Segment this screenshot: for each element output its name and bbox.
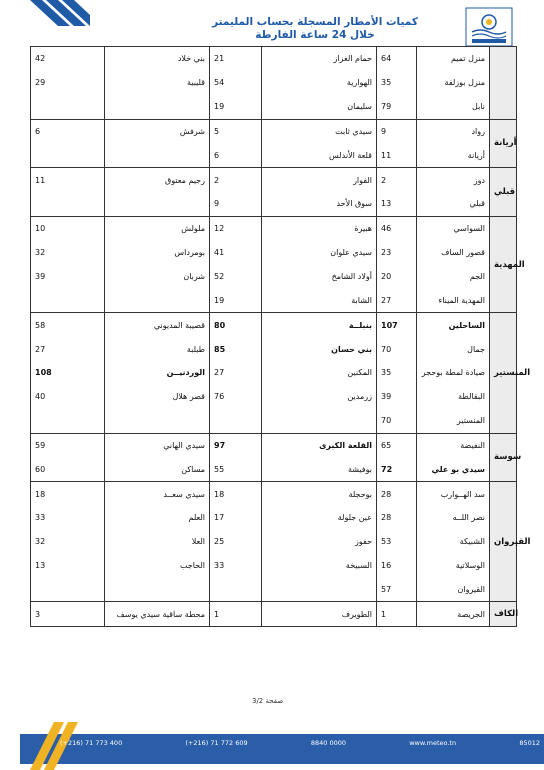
rain-value-cell: 23 bbox=[377, 241, 417, 265]
station-name-cell: جمال bbox=[417, 337, 490, 361]
station-name-cell: محطة ساقية سيدي يوسف bbox=[105, 602, 210, 627]
rain-value-cell: 6 bbox=[210, 143, 262, 167]
table-row bbox=[31, 409, 517, 433]
station-name-cell: نصر اللــه bbox=[417, 506, 490, 530]
rain-value-cell: 80 bbox=[210, 313, 262, 337]
rain-value-cell: 17 bbox=[210, 506, 262, 530]
table-row bbox=[31, 265, 517, 289]
governorate-cell: المهدية bbox=[490, 216, 517, 312]
station-name-cell: البقالطة bbox=[417, 385, 490, 409]
station-name-cell: أولاد الشامخ bbox=[262, 265, 377, 289]
station-name-cell: النفيضة bbox=[417, 433, 490, 457]
rain-value-cell: 28 bbox=[377, 482, 417, 506]
rainfall-table-container bbox=[30, 46, 531, 627]
rain-value-cell: 33 bbox=[31, 506, 105, 530]
rain-value-cell: 33 bbox=[210, 554, 262, 578]
table-row bbox=[31, 119, 517, 143]
station-name-cell: الجريصة bbox=[417, 602, 490, 627]
table-row bbox=[31, 216, 517, 240]
governorate-cell: سوسة bbox=[490, 433, 517, 482]
rain-value-cell: 35 bbox=[377, 71, 417, 95]
station-name-cell: رجيم معتوق bbox=[105, 168, 210, 192]
station-name-cell: الوسلاتية bbox=[417, 554, 490, 578]
table-row bbox=[31, 530, 517, 554]
rain-value-cell: 65 bbox=[377, 433, 417, 457]
station-name-cell: دوز bbox=[417, 168, 490, 192]
station-name-cell: العلا bbox=[105, 530, 210, 554]
station-name-cell: الفوار bbox=[262, 168, 377, 192]
station-name-cell: ملولش bbox=[105, 216, 210, 240]
rain-value-cell: 53 bbox=[377, 530, 417, 554]
table-row bbox=[31, 506, 517, 530]
station-name-cell: بومرداس bbox=[105, 241, 210, 265]
rain-value-cell: 60 bbox=[31, 457, 105, 481]
station-name-cell: رواد bbox=[417, 119, 490, 143]
governorate-cell: المنستير bbox=[490, 313, 517, 433]
header-stripes-decoration bbox=[0, 0, 90, 40]
footer-phone-3: 8840 0000 bbox=[310, 739, 346, 747]
rain-value-cell: 58 bbox=[31, 313, 105, 337]
station-name-cell: الطويرف bbox=[262, 602, 377, 627]
rain-value-cell: 32 bbox=[31, 530, 105, 554]
rain-value-cell: 18 bbox=[31, 482, 105, 506]
rain-value-cell: 11 bbox=[31, 168, 105, 192]
rain-value-cell: 25 bbox=[210, 530, 262, 554]
rain-value-cell: 9 bbox=[377, 119, 417, 143]
station-name-cell: قبلي bbox=[417, 192, 490, 216]
station-name-cell bbox=[105, 288, 210, 312]
rain-value-cell: 21 bbox=[210, 47, 262, 71]
rain-value-cell bbox=[31, 288, 105, 312]
governorate-cell: الكاف bbox=[490, 602, 517, 627]
station-name-cell: قصر هلال bbox=[105, 385, 210, 409]
rain-value-cell bbox=[31, 409, 105, 433]
title-line-1: كميات الأمطار المسجلة بحساب المليمتر bbox=[212, 16, 418, 28]
station-name-cell: هبيرة bbox=[262, 216, 377, 240]
table-row bbox=[31, 578, 517, 602]
governorate-cell: القيروان bbox=[490, 482, 517, 602]
table-row bbox=[31, 361, 517, 385]
rain-value-cell: 64 bbox=[377, 47, 417, 71]
station-name-cell bbox=[105, 143, 210, 167]
table-row bbox=[31, 433, 517, 457]
rain-value-cell: 3 bbox=[31, 602, 105, 627]
table-row bbox=[31, 554, 517, 578]
rain-value-cell: 16 bbox=[377, 554, 417, 578]
table-row bbox=[31, 385, 517, 409]
station-name-cell: سيدي بو علي bbox=[417, 457, 490, 481]
rain-value-cell: 35 bbox=[377, 361, 417, 385]
table-row bbox=[31, 143, 517, 167]
rain-value-cell: 85 bbox=[210, 337, 262, 361]
rain-value-cell: 10 bbox=[31, 216, 105, 240]
station-name-cell: الهوارية bbox=[262, 71, 377, 95]
footer-website: www.meteo.tn bbox=[409, 739, 457, 747]
table-row bbox=[31, 482, 517, 506]
station-name-cell: السبيخة bbox=[262, 554, 377, 578]
rain-value-cell: 41 bbox=[210, 241, 262, 265]
station-name-cell: بني حسان bbox=[262, 337, 377, 361]
governorate-cell bbox=[490, 47, 517, 120]
rain-value-cell: 12 bbox=[210, 216, 262, 240]
station-name-cell: عين جلولة bbox=[262, 506, 377, 530]
table-row bbox=[31, 71, 517, 95]
station-name-cell: الجم bbox=[417, 265, 490, 289]
table-row bbox=[31, 95, 517, 119]
rain-value-cell: 57 bbox=[377, 578, 417, 602]
station-name-cell: المهدية الميناء bbox=[417, 288, 490, 312]
station-name-cell: زرمدين bbox=[262, 385, 377, 409]
page-number: صفحة 3/2 bbox=[252, 697, 284, 705]
station-name-cell: قصيبة المديوني bbox=[105, 313, 210, 337]
station-name-cell: قلعة الأندلس bbox=[262, 143, 377, 167]
station-name-cell: سيدي الهاني bbox=[105, 433, 210, 457]
rain-value-cell: 39 bbox=[377, 385, 417, 409]
footer-phone-2: (+216) 71 772 609 bbox=[185, 739, 248, 747]
station-name-cell: سليمان bbox=[262, 95, 377, 119]
station-name-cell: سد الهــوارب bbox=[417, 482, 490, 506]
rain-value-cell: 72 bbox=[377, 457, 417, 481]
rain-value-cell: 28 bbox=[377, 506, 417, 530]
rain-value-cell: 40 bbox=[31, 385, 105, 409]
station-name-cell: بنبلــة bbox=[262, 313, 377, 337]
table-row bbox=[31, 602, 517, 627]
station-name-cell: سيدي ثابت bbox=[262, 119, 377, 143]
station-name-cell: السواسي bbox=[417, 216, 490, 240]
governorate-cell: قبلي bbox=[490, 168, 517, 217]
station-name-cell: الشابة bbox=[262, 288, 377, 312]
rain-value-cell: 55 bbox=[210, 457, 262, 481]
station-name-cell: القلعة الكبرى bbox=[262, 433, 377, 457]
station-name-cell: نابل bbox=[417, 95, 490, 119]
footer-address: B. P. n°156 - 2035 - Tunis Carthage - ص.ب. 156 - 2035 - تونس قرطاج bbox=[140, 724, 341, 731]
rain-value-cell: 42 bbox=[31, 47, 105, 71]
rain-value-cell: 46 bbox=[377, 216, 417, 240]
station-name-cell: صيادة لمطة بوحجر bbox=[417, 361, 490, 385]
station-name-cell: الحاجب bbox=[105, 554, 210, 578]
rain-value-cell: 2 bbox=[377, 168, 417, 192]
station-name-cell bbox=[262, 578, 377, 602]
station-name-cell: العلم bbox=[105, 506, 210, 530]
station-name-cell: بوفيشة bbox=[262, 457, 377, 481]
governorate-cell: أريانة bbox=[490, 119, 517, 168]
rain-value-cell bbox=[31, 143, 105, 167]
rain-value-cell: 20 bbox=[377, 265, 417, 289]
rain-value-cell bbox=[31, 578, 105, 602]
rain-value-cell: 52 bbox=[210, 265, 262, 289]
station-name-cell: طبلبة bbox=[105, 337, 210, 361]
rainfall-table bbox=[30, 46, 531, 627]
table-row bbox=[31, 47, 517, 71]
page-title bbox=[150, 16, 480, 42]
rain-value-cell: 70 bbox=[377, 409, 417, 433]
footer-phone-1: (+216) 71 773 400 bbox=[60, 739, 123, 747]
station-name-cell: حمام الغزاز bbox=[262, 47, 377, 71]
rain-value-cell: 13 bbox=[377, 192, 417, 216]
station-name-cell: الساحلين bbox=[417, 313, 490, 337]
footer bbox=[20, 722, 544, 770]
station-name-cell bbox=[105, 95, 210, 119]
rain-value-cell bbox=[210, 409, 262, 433]
rain-value-cell: 6 bbox=[31, 119, 105, 143]
station-name-cell: قصور الساف bbox=[417, 241, 490, 265]
station-name-cell: الوردنيــن bbox=[105, 361, 210, 385]
footer-contacts bbox=[60, 739, 540, 747]
rain-value-cell bbox=[31, 95, 105, 119]
station-name-cell: بني خلاد bbox=[105, 47, 210, 71]
rain-value-cell: 97 bbox=[210, 433, 262, 457]
station-name-cell bbox=[105, 192, 210, 216]
rain-value-cell: 13 bbox=[31, 554, 105, 578]
rain-value-cell: 27 bbox=[377, 288, 417, 312]
station-name-cell: منزل بوزلفة bbox=[417, 71, 490, 95]
station-name-cell: شرفش bbox=[105, 119, 210, 143]
table-row bbox=[31, 313, 517, 337]
rain-value-cell: 39 bbox=[31, 265, 105, 289]
table-row bbox=[31, 288, 517, 312]
rain-value-cell bbox=[31, 192, 105, 216]
rainfall-table-body bbox=[31, 47, 531, 627]
rain-value-cell: 9 bbox=[210, 192, 262, 216]
station-name-cell: مساكن bbox=[105, 457, 210, 481]
rain-value-cell: 2 bbox=[210, 168, 262, 192]
station-name-cell: سيدي علوان bbox=[262, 241, 377, 265]
rain-value-cell: 19 bbox=[210, 95, 262, 119]
rain-value-cell: 5 bbox=[210, 119, 262, 143]
station-name-cell: منزل تميم bbox=[417, 47, 490, 71]
rain-value-cell: 32 bbox=[31, 241, 105, 265]
footer-code: 85012 bbox=[519, 739, 540, 747]
rain-value-cell: 1 bbox=[210, 602, 262, 627]
rain-value-cell: 76 bbox=[210, 385, 262, 409]
station-name-cell bbox=[262, 409, 377, 433]
station-name-cell: شربان bbox=[105, 265, 210, 289]
rain-value-cell bbox=[210, 578, 262, 602]
rain-value-cell: 27 bbox=[210, 361, 262, 385]
table-row bbox=[31, 241, 517, 265]
station-name-cell: سوق الأحد bbox=[262, 192, 377, 216]
station-name-cell: بوحجلة bbox=[262, 482, 377, 506]
rain-value-cell: 108 bbox=[31, 361, 105, 385]
rain-value-cell: 29 bbox=[31, 71, 105, 95]
rain-value-cell: 59 bbox=[31, 433, 105, 457]
station-name-cell: المكنين bbox=[262, 361, 377, 385]
table-row bbox=[31, 457, 517, 481]
rain-value-cell: 54 bbox=[210, 71, 262, 95]
rain-value-cell: 70 bbox=[377, 337, 417, 361]
table-row bbox=[31, 337, 517, 361]
station-name-cell bbox=[105, 409, 210, 433]
station-name-cell: القيروان bbox=[417, 578, 490, 602]
rain-value-cell: 107 bbox=[377, 313, 417, 337]
station-name-cell: الشبيكة bbox=[417, 530, 490, 554]
table-row bbox=[31, 192, 517, 216]
rain-value-cell: 19 bbox=[210, 288, 262, 312]
station-name-cell: قليبية bbox=[105, 71, 210, 95]
rain-value-cell: 11 bbox=[377, 143, 417, 167]
station-name-cell: أريانة bbox=[417, 143, 490, 167]
station-name-cell: سيدي سعــد bbox=[105, 482, 210, 506]
table-row bbox=[31, 168, 517, 192]
station-name-cell: حفوز bbox=[262, 530, 377, 554]
rain-value-cell: 18 bbox=[210, 482, 262, 506]
rain-value-cell: 27 bbox=[31, 337, 105, 361]
title-line-2: خلال 24 ساعة الفارطة bbox=[255, 29, 375, 41]
rain-value-cell: 1 bbox=[377, 602, 417, 627]
station-name-cell bbox=[105, 578, 210, 602]
rain-value-cell: 79 bbox=[377, 95, 417, 119]
station-name-cell: المنستير bbox=[417, 409, 490, 433]
